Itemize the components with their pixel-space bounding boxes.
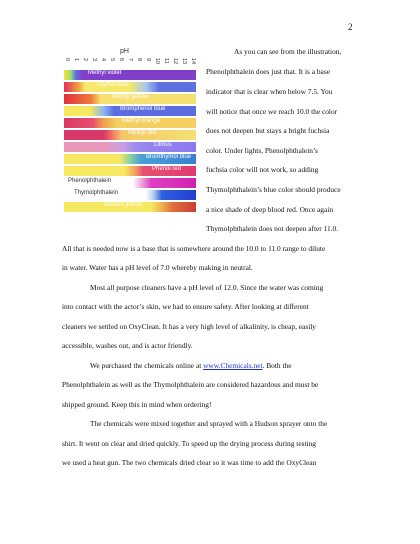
ph-tick: 7 — [127, 58, 133, 62]
paragraph-line: color. Under lights, Phenolphthalein’s — [206, 146, 318, 155]
paragraph-line: indicator that is clear when below 7.5. You — [206, 87, 333, 96]
paragraph-line: does not deepen but stays a bright fuchsia — [206, 126, 330, 135]
ph-tick: 1 — [73, 58, 79, 62]
paragraph-line: Phenolphthalein as well as the Thymolphthalein are considered hazardous and must be — [62, 380, 319, 389]
indicator-label: Methyl red — [128, 130, 157, 136]
paragraph-line: into contact with the actor’s skin, we had to ensure safety. After looking at different — [62, 302, 309, 311]
indicator-label: Litmus — [154, 142, 172, 148]
indicator-label: Methyl violet — [88, 70, 122, 76]
ph-tick: 11 — [163, 58, 169, 64]
paragraph-line: we used a heat gun. The two chemicals dried clear so it was time to add the OxyClean — [62, 458, 317, 467]
indicator-band — [64, 154, 196, 164]
ph-indicator-chart — [62, 48, 198, 242]
ph-tick: 12 — [172, 58, 178, 65]
ph-tick: 8 — [136, 58, 142, 62]
indicator-band — [64, 70, 196, 80]
purchase-text-after: . Both the — [262, 361, 292, 370]
ph-tick: 13 — [181, 58, 187, 65]
paragraph-line: All that is needed now is a base that is somewhere around the 10.0 to 11.0 range to dilute — [62, 244, 326, 253]
paragraph-line: As you can see from the illustration, — [234, 47, 342, 56]
ph-chart-title: pH — [120, 48, 129, 55]
paragraph-line: cleaners we settled on OxyClean. It has a very high level of alkalinity, is cheap, easily — [62, 322, 317, 331]
indicator-band — [64, 82, 196, 92]
ph-tick: 2 — [82, 58, 88, 62]
ph-tick: 14 — [190, 58, 196, 65]
page-number: 2 — [348, 22, 353, 32]
indicator-label: Methyl yellow — [112, 94, 149, 100]
paragraph-line: Thymolphthalein does not deepen after 11.0. — [206, 224, 339, 233]
indicator-band — [64, 142, 196, 152]
paragraph-line: shipped ground. Keep this in mind when ordering! — [62, 400, 212, 409]
paragraph-line: The chemicals were mixed together and sprayed with a Hudson sprayer onto the — [90, 419, 328, 428]
ph-tick: 10 — [154, 58, 160, 65]
ph-tick: 4 — [100, 58, 106, 62]
indicator-band — [64, 178, 196, 188]
indicator-label: Phenol red — [152, 166, 182, 172]
indicator-label: Phenolphthalein — [68, 178, 112, 184]
ph-tick: 5 — [109, 58, 115, 62]
indicator-band — [64, 190, 196, 200]
ph-tick: 6 — [118, 58, 124, 62]
indicator-label: Alizarin yellow — [104, 202, 143, 208]
ph-tick: 0 — [64, 58, 70, 62]
paragraph-line: accessible, washes out, and is actor friendly. — [62, 341, 193, 350]
indicator-label: Methyl orange — [122, 118, 161, 124]
indicator-band — [64, 202, 196, 212]
chemicals-link[interactable]: www.Chemicals.net — [203, 361, 263, 370]
indicator-label: Thymol blue — [96, 82, 129, 88]
paragraph-line: Phenolphthalein does just that. It is a base — [206, 67, 330, 76]
paragraph-line: Most all purpose cleaners have a pH level of 12.0. Since the water was coming — [90, 283, 324, 292]
paragraph-line: shirt. It went on clear and dried quickly. To speed up the drying process during testing — [62, 439, 316, 448]
purchase-text-before: We purchased the chemicals online at — [90, 361, 204, 370]
paragraph-line: will notice that once we reach 10.0 the color — [206, 107, 338, 116]
indicator-label: Thymolphthalein — [74, 190, 119, 196]
ph-tick: 3 — [91, 58, 97, 62]
paragraph-line — [62, 356, 292, 376]
indicator-band — [64, 130, 196, 140]
indicator-band — [64, 106, 196, 116]
indicator-band — [64, 94, 196, 104]
indicator-band — [64, 118, 196, 128]
paragraph-line: fuchsia color will not work, so adding — [206, 165, 319, 174]
paragraph-line: a nice shade of deep blood red. Once again — [206, 205, 334, 214]
paragraph-line: Thymolphthalein’s blue color should produce — [206, 185, 341, 194]
indicator-label: Bromthymol blue — [146, 154, 192, 160]
indicator-band — [64, 166, 196, 176]
indicator-label: Bromphenol blue — [120, 106, 166, 112]
paragraph-line: in water. Water has a pH level of 7.0 whereby making in neutral. — [62, 263, 253, 272]
ph-tick: 9 — [145, 58, 151, 62]
